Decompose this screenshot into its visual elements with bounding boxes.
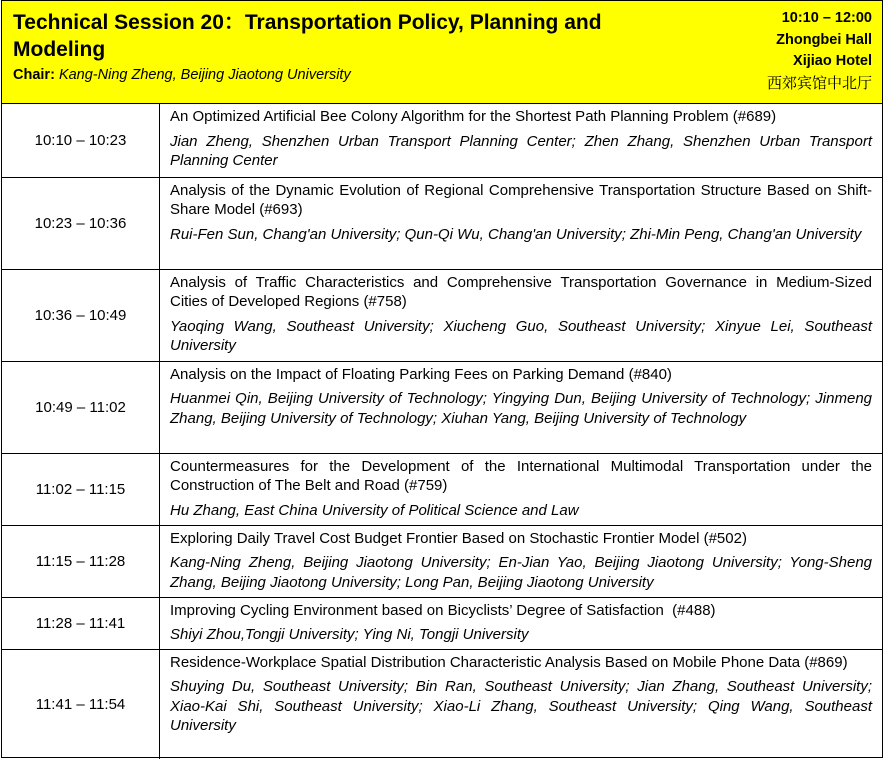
row-content (160, 649, 883, 759)
paper-authors: Yaoqing Wang, Southeast University; Xiucheng Guo, Southeast University; Xinyue Lei, Southeast University (170, 317, 872, 354)
row-time: 10:23 – 10:36 (2, 177, 160, 269)
venue-chinese: 西郊宾馆中北厅 (766, 74, 872, 92)
table-row (2, 597, 882, 649)
row-time: 10:36 – 10:49 (2, 269, 160, 361)
table-row (2, 104, 882, 177)
row-time: 11:02 – 11:15 (2, 453, 160, 525)
row-content (160, 269, 883, 361)
session-header (2, 1, 882, 104)
paper-authors: Hu Zhang, East China University of Political Science and Law (170, 501, 579, 519)
paper-title: Analysis on the Impact of Floating Parking Fees on Parking Demand (#840) (170, 365, 672, 383)
paper-title: Analysis of Traffic Characteristics and Comprehensive Transportation Governance in Medium-Sized Cities of Developed Regions (#758) (170, 273, 872, 310)
session-time: 10:10 – 12:00 (781, 10, 872, 26)
chair-name: Kang-Ning Zheng, Beijing Jiaotong University (58, 67, 351, 83)
row-time: 11:15 – 11:28 (2, 525, 160, 597)
paper-title: Countermeasures for the Development of the International Multimodal Transportation under the Construction of The Belt and Road (#759) (170, 457, 872, 494)
row-content (160, 104, 883, 177)
table-row (2, 177, 882, 269)
venue-hotel: Xijiao Hotel (793, 53, 872, 69)
paper-title: An Optimized Artificial Bee Colony Algorithm for the Shortest Path Planning Problem (#689) (170, 108, 777, 125)
table-row (2, 269, 882, 361)
row-time: 11:28 – 11:41 (2, 597, 160, 649)
paper-authors: Shiyi Zhou,Tongji University; Ying Ni, Tongji University (170, 626, 529, 643)
table-row (2, 453, 882, 525)
row-time: 11:41 – 11:54 (2, 649, 160, 759)
table-row (2, 361, 882, 453)
row-content (160, 361, 883, 453)
schedule-table (2, 104, 882, 759)
table-row (2, 649, 882, 759)
row-time: 10:49 – 11:02 (2, 361, 160, 453)
paper-authors: Jian Zheng, Shenzhen Urban Transport Planning Center; Zhen Zhang, Shenzhen Urban Transport Planning Center (170, 132, 872, 169)
session-chair (13, 67, 351, 83)
venue-hall: Zhongbei Hall (776, 31, 872, 48)
session-venue (767, 8, 872, 94)
chair-label: Chair: (13, 67, 55, 83)
row-content (160, 525, 883, 597)
table-row (2, 525, 882, 597)
session-title: Technical Session 20：Transportation Policy, Planning and Modeling (13, 11, 602, 61)
paper-authors: Kang-Ning Zheng, Beijing Jiaotong University; En-Jian Yao, Beijing Jiaotong University; Yong-Sheng Zhang, Beijing Jiaotong University; Long Pan, Beijing Jiaotong University (170, 554, 872, 591)
row-content (160, 597, 883, 649)
row-content (160, 453, 883, 525)
paper-authors: Rui-Fen Sun, Chang'an University; Qun-Qi Wu, Chang'an University; Zhi-Min Peng, Chang'an University (170, 225, 862, 243)
paper-title: Exploring Daily Travel Cost Budget Frontier Based on Stochastic Frontier Model (#502) (170, 529, 747, 547)
row-content (160, 177, 883, 269)
paper-title: Improving Cycling Environment based on Bicyclists’ Degree of Satisfaction (#488) (170, 601, 716, 619)
session-page (1, 0, 883, 758)
paper-title: Analysis of the Dynamic Evolution of Regional Comprehensive Transportation Structure Based on Shift-Share Model (#693) (170, 181, 872, 218)
paper-title: Residence-Workplace Spatial Distribution Characteristic Analysis Based on Mobile Phone Data (#869) (170, 653, 848, 671)
paper-authors: Huanmei Qin, Beijing University of Technology; Yingying Dun, Beijing University of Technology; Jinmeng Zhang, Beijing University of Technology; Xiuhan Yang, Beijing University of Technology (170, 390, 872, 427)
paper-authors: Shuying Du, Southeast University; Bin Ran, Southeast University; Jian Zhang, Southeast University; Xiao-Kai Shi, Southeast University; Xiao-Li Zhang, Southeast University; Qing Wang, Southeast University (170, 678, 872, 734)
row-time: 10:10 – 10:23 (2, 104, 160, 177)
